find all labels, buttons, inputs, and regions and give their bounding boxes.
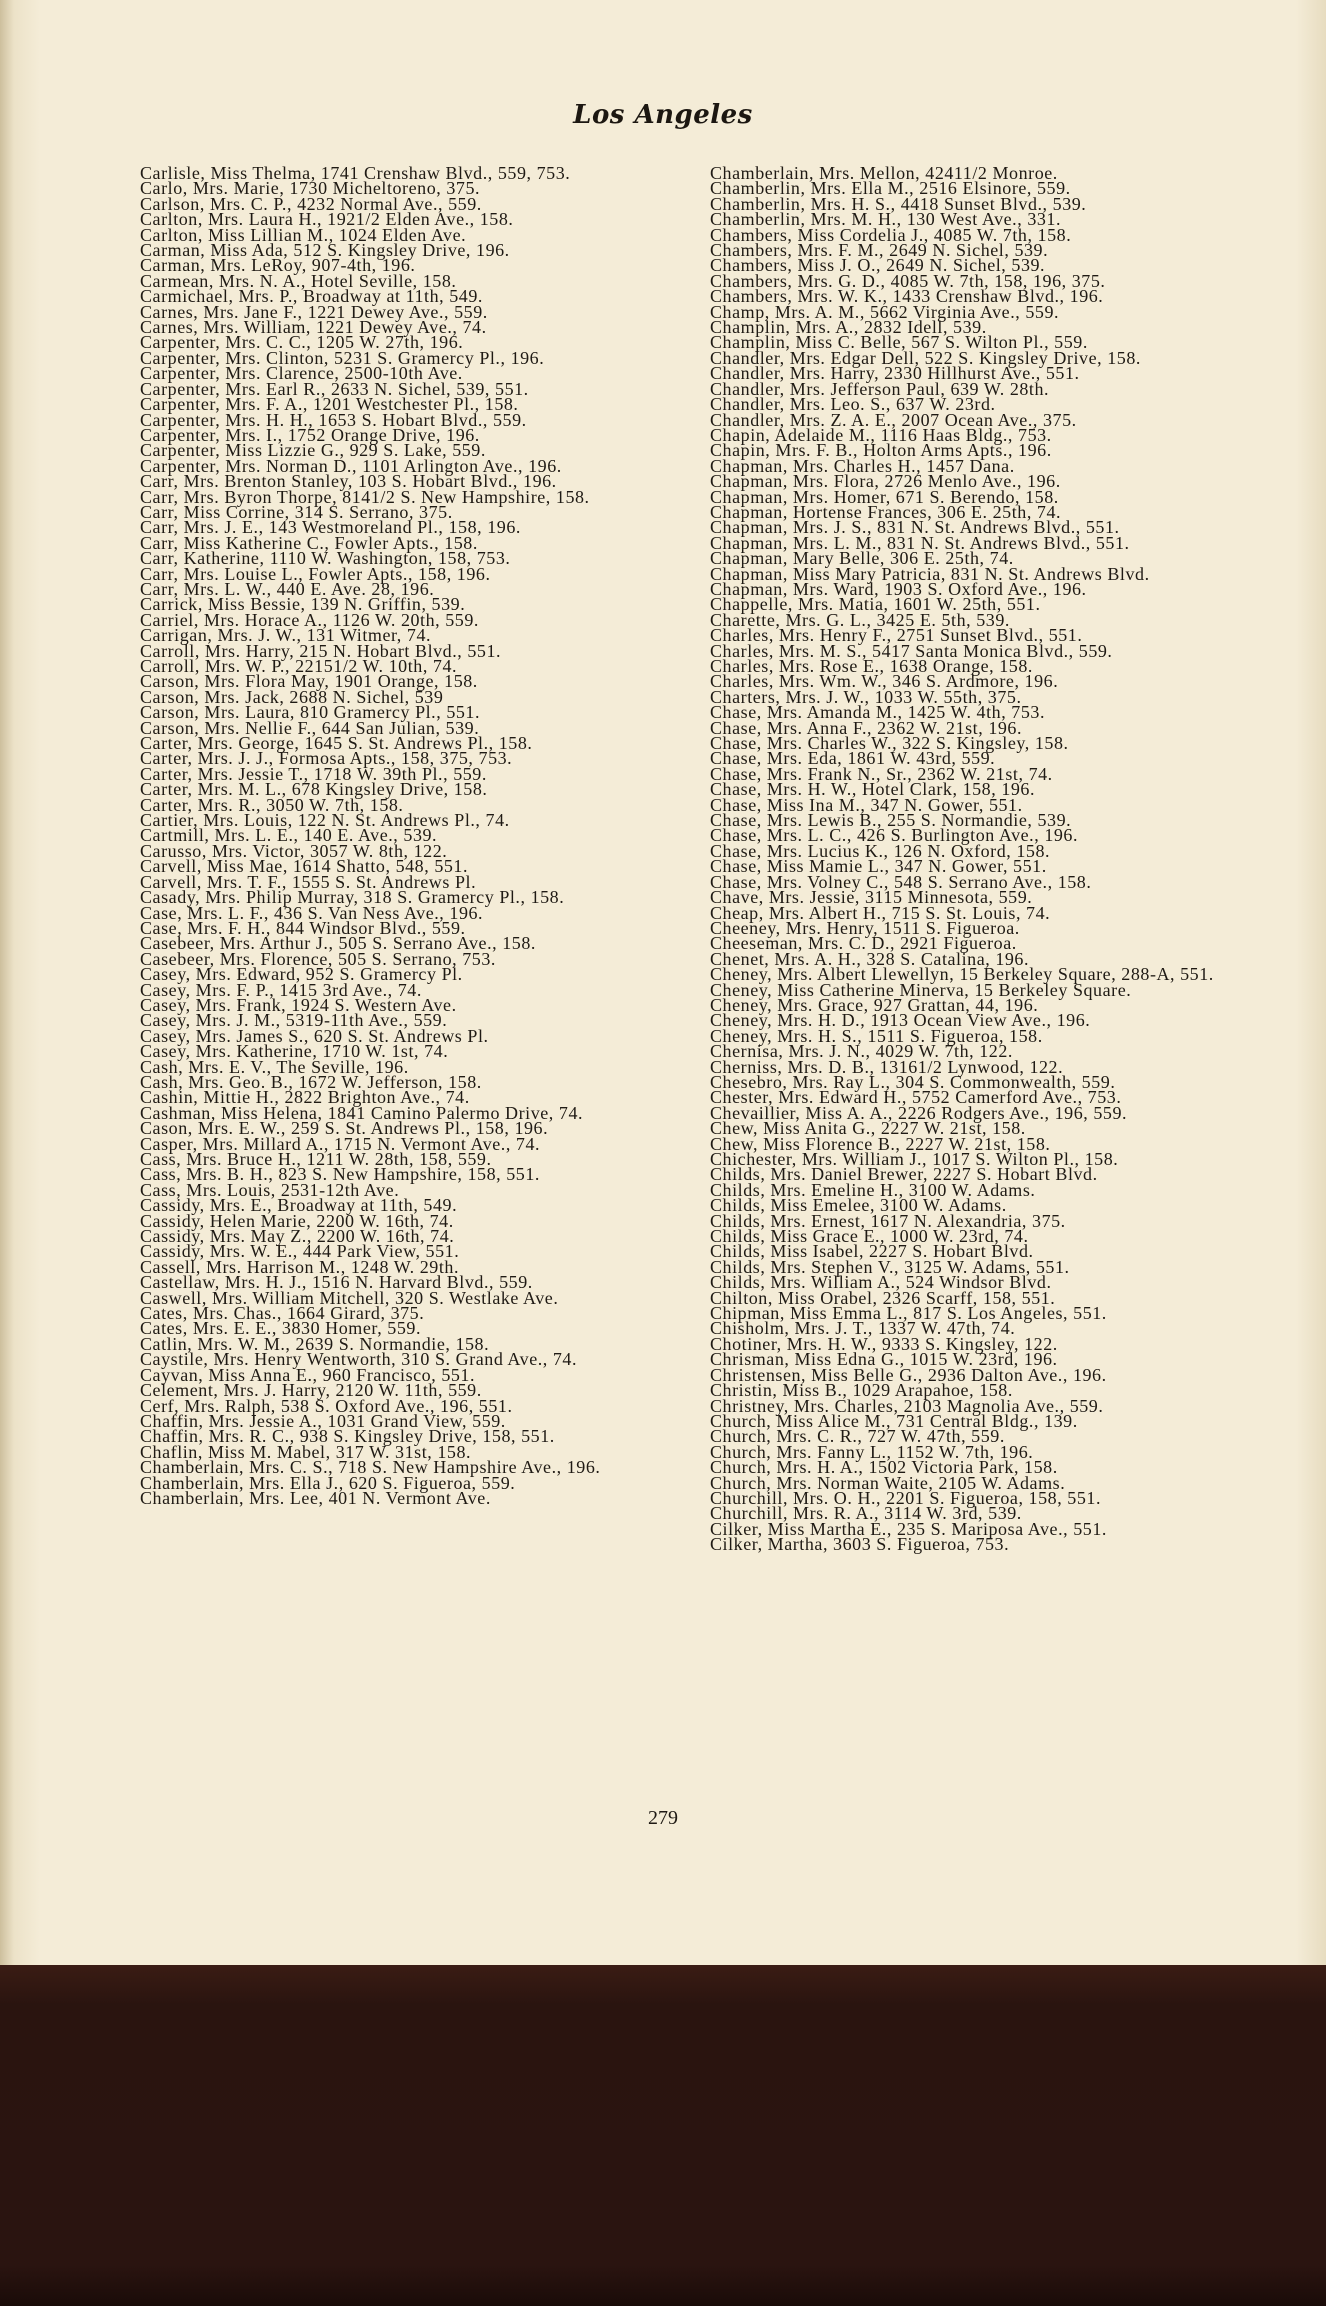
directory-entry: Carter, Mrs. R., 3050 W. 7th, 158. <box>140 794 404 815</box>
directory-entry: Chase, Mrs. Amanda M., 1425 W. 4th, 753. <box>710 702 1045 723</box>
directory-entry: Chase, Miss Ina M., 347 N. Gower, 551. <box>710 794 1023 815</box>
directory-entry: Chandler, Mrs. Z. A. E., 2007 Ocean Ave., 375. <box>710 409 1077 430</box>
directory-entry: Chase, Mrs. Frank N., Sr., 2362 W. 21st, 74. <box>710 763 1053 784</box>
directory-entry: Chapman, Mrs. L. M., 831 N. St. Andrews Blvd., 551. <box>710 532 1130 553</box>
directory-entry: Chase, Mrs. Lucius K., 126 N. Oxford, 158. <box>710 840 1051 861</box>
directory-entry: Chapman, Mrs. Charles H., 1457 Dana. <box>710 455 1015 476</box>
directory-entry: Church, Mrs. Fanny L., 1152 W. 7th, 196. <box>710 1441 1034 1462</box>
directory-entry: Chrisman, Miss Edna G., 1015 W. 23rd, 196. <box>710 1349 1058 1370</box>
directory-entry: Casey, Mrs. F. P., 1415 3rd Ave., 74. <box>140 979 422 1000</box>
directory-entry: Church, Miss Alice M., 731 Central Bldg., 139. <box>710 1410 1078 1431</box>
directory-entry: Cash, Mrs. Geo. B., 1672 W. Jefferson, 158. <box>140 1071 482 1092</box>
directory-entry: Church, Mrs. H. A., 1502 Victoria Park, 158. <box>710 1457 1058 1478</box>
directory-entry: Cartier, Mrs. Louis, 122 N. St. Andrews Pl., 74. <box>140 810 510 831</box>
directory-entry: Chambers, Mrs. G. D., 4085 W. 7th, 158, 196, 375. <box>710 270 1106 291</box>
directory-entry: Cass, Mrs. B. H., 823 S. New Hampshire, 158, 551. <box>140 1164 540 1185</box>
directory-entry: Carroll, Mrs. Harry, 215 N. Hobart Blvd., 551. <box>140 640 502 661</box>
directory-entry: Carusso, Mrs. Victor, 3057 W. 8th, 122. <box>140 840 448 861</box>
left-column <box>140 163 700 1508</box>
directory-entry: Chamberlain, Mrs. Ella J., 620 S. Figueroa, 559. <box>140 1472 516 1493</box>
directory-entry: Chase, Mrs. L. C., 426 S. Burlington Ave., 196. <box>710 825 1079 846</box>
directory-entry: Chapman, Mrs. J. S., 831 N. St. Andrews Blvd., 551. <box>710 517 1120 538</box>
directory-entry: Chapman, Mrs. Homer, 671 S. Berendo, 158. <box>710 486 1059 507</box>
directory-entry: Carter, Mrs. M. L., 678 Kingsley Drive, 158. <box>140 779 488 800</box>
directory-entry: Chase, Mrs. Anna F., 2362 W. 21st, 196. <box>710 717 1023 738</box>
directory-entry: Chaflin, Miss M. Mabel, 317 W. 31st, 158. <box>140 1441 472 1462</box>
directory-entry: Cheney, Mrs. H. S., 1511 S. Figueroa, 158. <box>710 1025 1043 1046</box>
directory-entry: Chave, Mrs. Jessie, 3115 Minnesota, 559. <box>710 887 1033 908</box>
directory-entry: Church, Mrs. Norman Waite, 2105 W. Adams. <box>710 1472 1066 1493</box>
directory-entry: Charles, Mrs. Wm. W., 346 S. Ardmore, 196. <box>710 671 1059 692</box>
directory-entry: Childs, Mrs. Emeline H., 3100 W. Adams. <box>710 1179 1036 1200</box>
directory-entry: Champ, Mrs. A. M., 5662 Virginia Ave., 559. <box>710 301 1060 322</box>
directory-entry: Carman, Mrs. LeRoy, 907-4th, 196. <box>140 255 416 276</box>
directory-entry: Chapman, Mrs. Flora, 2726 Menlo Ave., 196. <box>710 471 1061 492</box>
directory-entry: Cerf, Mrs. Ralph, 538 S. Oxford Ave., 196, 551. <box>140 1395 513 1416</box>
directory-entry: Chapman, Hortense Frances, 306 E. 25th, 74. <box>710 501 1062 522</box>
directory-entry: Carpenter, Mrs. I., 1752 Orange Drive, 196. <box>140 424 480 445</box>
directory-entry: Churchill, Mrs. R. A., 3114 W. 3rd, 539. <box>710 1503 1022 1524</box>
directory-entry: Cheney, Miss Catherine Minerva, 15 Berkeley Square. <box>710 979 1132 1000</box>
directory-entry: Carlson, Mrs. C. P., 4232 Normal Ave., 559. <box>140 193 482 214</box>
directory-entry: Carrick, Miss Bessie, 139 N. Griffin, 539. <box>140 594 466 615</box>
directory-entry: Chase, Mrs. Charles W., 322 S. Kingsley, 158. <box>710 733 1069 754</box>
directory-entry: Carpenter, Mrs. Clinton, 5231 S. Gramercy Pl., 196. <box>140 347 545 368</box>
directory-entry: Church, Mrs. C. R., 727 W. 47th, 559. <box>710 1426 1005 1447</box>
directory-entry: Cashman, Miss Helena, 1841 Camino Palermo Drive, 74. <box>140 1102 584 1123</box>
directory-entry: Carr, Mrs. Louise L., Fowler Apts., 158, 196. <box>140 563 491 584</box>
page-number: 279 <box>648 1807 678 1829</box>
directory-entry: Cass, Mrs. Louis, 2531-12th Ave. <box>140 1179 400 1200</box>
directory-entry: Chambers, Miss J. O., 2649 N. Sichel, 539. <box>710 255 1046 276</box>
directory-entry: Chandler, Mrs. Harry, 2330 Hillhurst Ave., 551. <box>710 363 1080 384</box>
directory-entry: Carr, Mrs. Byron Thorpe, 8141/2 S. New Hampshire, 158. <box>140 486 590 507</box>
directory-entry: Casey, Mrs. J. M., 5319-11th Ave., 559. <box>140 1010 448 1031</box>
directory-entry: Carroll, Mrs. W. P., 22151/2 W. 10th, 74. <box>140 656 458 676</box>
directory-entry: Chevaillier, Miss A. A., 2226 Rodgers Ave., 196, 559. <box>710 1102 1128 1123</box>
directory-entry: Chisholm, Mrs. J. T., 1337 W. 47th, 74. <box>710 1318 1016 1339</box>
directory-entry: Chase, Mrs. Eda, 1861 W. 43rd, 559. <box>710 748 996 769</box>
directory-entry: Childs, Mrs. Daniel Brewer, 2227 S. Hobart Blvd. <box>710 1164 1098 1185</box>
directory-entry: Carlton, Miss Lillian M., 1024 Elden Ave. <box>140 224 467 245</box>
directory-entry: Carter, Mrs. J. J., Formosa Apts., 158, 375, 753. <box>140 748 513 769</box>
directory-entry: Cheney, Mrs. H. D., 1913 Ocean View Ave., 196. <box>710 1010 1091 1031</box>
directory-entry: Cheeseman, Mrs. C. D., 2921 Figueroa. <box>710 933 1017 954</box>
directory-entry: Carrigan, Mrs. J. W., 131 Witmer, 74. <box>140 625 432 646</box>
directory-entry: Celement, Mrs. J. Harry, 2120 W. 11th, 559. <box>140 1380 482 1401</box>
directory-entry: Chase, Mrs. Volney C., 548 S. Serrano Ave., 158. <box>710 871 1092 892</box>
directory-entry: Caswell, Mrs. William Mitchell, 320 S. Westlake Ave. <box>140 1287 559 1308</box>
directory-entry: Casey, Mrs. James S., 620 S. St. Andrews Pl. <box>140 1025 489 1046</box>
directory-entry: Carson, Mrs. Nellie F., 644 San Julian, 539. <box>140 717 480 738</box>
directory-entry: Cassidy, Mrs. W. E., 444 Park View, 551. <box>140 1241 460 1262</box>
directory-entry: Carter, Mrs. George, 1645 S. St. Andrews Pl., 158. <box>140 733 533 754</box>
directory-entry: Chapman, Mrs. Ward, 1903 S. Oxford Ave., 196. <box>710 578 1087 599</box>
directory-entry: Carnes, Mrs. Jane F., 1221 Dewey Ave., 559. <box>140 301 488 322</box>
directory-entry: Chamberlain, Mrs. C. S., 718 S. New Hampshire Ave., 196. <box>140 1457 601 1478</box>
directory-entry: Cayvan, Miss Anna E., 960 Francisco, 551. <box>140 1364 476 1385</box>
directory-entry: Chase, Miss Mamie L., 347 N. Gower, 551. <box>710 856 1047 877</box>
directory-entry: Cates, Mrs. Chas., 1664 Girard, 375. <box>140 1303 425 1324</box>
directory-entry: Carpenter, Mrs. F. A., 1201 Westchester Pl., 158. <box>140 394 519 415</box>
directory-entry: Cheney, Mrs. Albert Llewellyn, 15 Berkeley Square, 288-A, 551. <box>710 964 1214 985</box>
directory-entry: Casey, Mrs. Frank, 1924 S. Western Ave. <box>140 994 457 1015</box>
directory-entry: Case, Mrs. F. H., 844 Windsor Blvd., 559. <box>140 917 466 938</box>
directory-entry: Childs, Mrs. Stephen V., 3125 W. Adams, 551. <box>710 1256 1070 1277</box>
directory-entry: Cass, Mrs. Bruce H., 1211 W. 28th, 158, 559. <box>140 1149 492 1169</box>
directory-entry: Chamberlain, Mrs. Lee, 401 N. Vermont Ave. <box>140 1487 491 1508</box>
directory-entry: Chew, Miss Florence B., 2227 W. 21st, 158. <box>710 1133 1051 1154</box>
directory-entry: Christin, Miss B., 1029 Arapahoe, 158. <box>710 1380 1013 1401</box>
directory-entry: Carriel, Mrs. Horace A., 1126 W. 20th, 559. <box>140 609 479 630</box>
directory-entry: Cheap, Mrs. Albert H., 715 S. St. Louis, 74. <box>710 902 1051 923</box>
directory-entry: Case, Mrs. L. F., 436 S. Van Ness Ave., 196. <box>140 902 484 923</box>
directory-entry: Charters, Mrs. J. W., 1033 W. 55th, 375. <box>710 686 1022 707</box>
directory-entry: Casey, Mrs. Edward, 952 S. Gramercy Pl. <box>140 964 463 985</box>
directory-entry: Cheney, Mrs. Grace, 927 Grattan, 44, 196. <box>710 994 1039 1015</box>
directory-entry: Carvell, Mrs. T. F., 1555 S. St. Andrews Pl. <box>140 871 477 892</box>
directory-entry: Chandler, Mrs. Jefferson Paul, 639 W. 28th. <box>710 378 1050 399</box>
page-heading: Los Angeles <box>573 100 753 130</box>
directory-entry: Casebeer, Mrs. Arthur J., 505 S. Serrano Ave., 158. <box>140 933 536 954</box>
directory-entry: Cassidy, Helen Marie, 2200 W. 16th, 74. <box>140 1210 454 1231</box>
directory-entry: Churchill, Mrs. O. H., 2201 S. Figueroa, 158, 551. <box>710 1487 1101 1508</box>
directory-entry: Chichester, Mrs. William J., 1017 S. Wilton Pl., 158. <box>710 1149 1119 1169</box>
directory-entry: Cason, Mrs. E. W., 259 S. St. Andrews Pl., 158, 196. <box>140 1118 549 1139</box>
directory-entry: Chernisa, Mrs. J. N., 4029 W. 7th, 122. <box>710 1041 1013 1062</box>
directory-entry: Chapman, Miss Mary Patricia, 831 N. St. Andrews Blvd. <box>710 563 1150 584</box>
directory-entry: Chamberlin, Mrs. H. S., 4418 Sunset Blvd., 539. <box>710 193 1087 214</box>
directory-entry: Cilker, Martha, 3603 S. Figueroa, 753. <box>710 1534 1010 1555</box>
directory-entry: Cilker, Miss Martha E., 235 S. Mariposa Ave., 551. <box>710 1518 1107 1539</box>
directory-entry: Chipman, Miss Emma L., 817 S. Los Angeles, 551. <box>710 1303 1107 1324</box>
directory-entry: Cash, Mrs. E. V., The Seville, 196. <box>140 1056 409 1077</box>
directory-entry: Chambers, Mrs. W. K., 1433 Crenshaw Blvd., 196. <box>710 286 1104 307</box>
directory-entry: Carson, Mrs. Jack, 2688 N. Sichel, 539 <box>140 686 444 707</box>
directory-entry: Carpenter, Mrs. Earl R., 2633 N. Sichel, 539, 551. <box>140 378 529 399</box>
directory-entry: Charles, Mrs. Henry F., 2751 Sunset Blvd., 551. <box>710 625 1083 646</box>
directory-entry: Chase, Mrs. H. W., Hotel Clark, 158, 196. <box>710 779 1036 800</box>
directory-entry: Carr, Mrs. L. W., 440 E. Ave. 28, 196. <box>140 578 435 599</box>
directory-entry: Cassidy, Mrs. May Z., 2200 W. 16th, 74. <box>140 1226 455 1247</box>
directory-entry: Chandler, Mrs. Leo. S., 637 W. 23rd. <box>710 394 996 415</box>
directory-entry: Carpenter, Miss Lizzie G., 929 S. Lake, 559. <box>140 440 486 461</box>
directory-entry: Carson, Mrs. Laura, 810 Gramercy Pl., 551. <box>140 702 481 723</box>
directory-entry: Carlisle, Miss Thelma, 1741 Crenshaw Blvd., 559, 753. <box>140 163 571 183</box>
directory-entry: Carpenter, Mrs. C. C., 1205 W. 27th, 196. <box>140 332 464 353</box>
dark-background <box>0 1965 1326 2306</box>
directory-entry: Chamberlin, Mrs. M. H., 130 West Ave., 331. <box>710 209 1062 230</box>
directory-entry: Carlo, Mrs. Marie, 1730 Micheltoreno, 375. <box>140 178 481 199</box>
directory-entry: Carr, Katherine, 1110 W. Washington, 158, 753. <box>140 548 511 569</box>
directory-entry: Carmean, Mrs. N. A., Hotel Seville, 158. <box>140 270 457 291</box>
directory-entry: Carr, Miss Katherine C., Fowler Apts., 158. <box>140 532 478 553</box>
directory-entry: Childs, Miss Emelee, 3100 W. Adams. <box>710 1195 1007 1216</box>
directory-entry: Carman, Miss Ada, 512 S. Kingsley Drive, 196. <box>140 240 510 261</box>
directory-entry: Chamberlin, Mrs. Ella M., 2516 Elsinore, 559. <box>710 178 1071 199</box>
directory-entry: Chaffin, Mrs. Jessie A., 1031 Grand View, 559. <box>140 1410 506 1431</box>
directory-entry: Cassell, Mrs. Harrison M., 1248 W. 29th. <box>140 1256 459 1277</box>
directory-entry: Carpenter, Mrs. H. H., 1653 S. Hobart Blvd., 559. <box>140 409 527 430</box>
directory-entry: Carter, Mrs. Jessie T., 1718 W. 39th Pl., 559. <box>140 763 487 784</box>
directory-entry: Chaffin, Mrs. R. C., 938 S. Kingsley Drive, 158, 551. <box>140 1426 555 1447</box>
directory-entry: Cartmill, Mrs. L. E., 140 E. Ave., 539. <box>140 825 438 846</box>
directory-entry: Caystile, Mrs. Henry Wentworth, 310 S. Grand Ave., 74. <box>140 1349 578 1370</box>
directory-entry: Christney, Mrs. Charles, 2103 Magnolia Ave., 559. <box>710 1395 1104 1416</box>
directory-entry: Childs, Mrs. Ernest, 1617 N. Alexandria, 375. <box>710 1210 1066 1231</box>
directory-entry: Casper, Mrs. Millard A., 1715 N. Vermont Ave., 74. <box>140 1133 541 1154</box>
directory-entry: Charles, Mrs. M. S., 5417 Santa Monica Blvd., 559. <box>710 640 1113 661</box>
directory-entry: Chesebro, Mrs. Ray L., 304 S. Commonwealth, 559. <box>710 1071 1116 1092</box>
directory-entry: Childs, Miss Grace E., 1000 W. 23rd, 74. <box>710 1226 1029 1247</box>
directory-entry: Chambers, Miss Cordelia J., 4085 W. 7th, 158. <box>710 224 1072 245</box>
directory-entry: Castellaw, Mrs. H. J., 1516 N. Harvard Blvd., 559. <box>140 1272 533 1293</box>
right-column <box>710 163 1275 1555</box>
directory-entry: Carpenter, Mrs. Norman D., 1101 Arlington Ave., 196. <box>140 455 562 476</box>
directory-entry: Charles, Mrs. Rose E., 1638 Orange, 158. <box>710 656 1033 676</box>
directory-entry: Chew, Miss Anita G., 2227 W. 21st, 158. <box>710 1118 1026 1139</box>
directory-entry: Childs, Miss Isabel, 2227 S. Hobart Blvd. <box>710 1241 1034 1262</box>
directory-entry: Chamberlain, Mrs. Mellon, 42411/2 Monroe. <box>710 163 1058 183</box>
directory-entry: Childs, Mrs. William A., 524 Windsor Blvd. <box>710 1272 1052 1293</box>
directory-entry: Champlin, Miss C. Belle, 567 S. Wilton Pl., 559. <box>710 332 1088 353</box>
directory-entry: Carr, Mrs. J. E., 143 Westmoreland Pl., 158, 196. <box>140 517 521 538</box>
directory-entry: Chase, Mrs. Lewis B., 255 S. Normandie, 539. <box>710 810 1072 831</box>
directory-entry: Carlton, Mrs. Laura H., 1921/2 Elden Ave., 158. <box>140 209 514 230</box>
directory-entry: Chandler, Mrs. Edgar Dell, 522 S. Kingsley Drive, 158. <box>710 347 1141 368</box>
directory-entry: Casady, Mrs. Philip Murray, 318 S. Gramercy Pl., 158. <box>140 887 565 908</box>
directory-entry: Carr, Miss Corrine, 314 S. Serrano, 375. <box>140 501 453 522</box>
directory-entry: Casey, Mrs. Katherine, 1710 W. 1st, 74. <box>140 1041 449 1062</box>
directory-entry: Chilton, Miss Orabel, 2326 Scarff, 158, 551. <box>710 1287 1056 1308</box>
directory-entry: Carmichael, Mrs. P., Broadway at 11th, 549. <box>140 286 483 307</box>
directory-entry: Chester, Mrs. Edward H., 5752 Camerford Ave., 753. <box>710 1087 1122 1108</box>
directory-entry: Cheeney, Mrs. Henry, 1511 S. Figueroa. <box>710 917 1020 938</box>
directory-entry: Carnes, Mrs. William, 1221 Dewey Ave., 74. <box>140 317 487 338</box>
directory-entry: Chapin, Adelaide M., 1116 Haas Bldg., 753. <box>710 424 1052 445</box>
directory-entry: Carr, Mrs. Brenton Stanley, 103 S. Hobart Blvd., 196. <box>140 471 557 492</box>
directory-entry: Cashin, Mittie H., 2822 Brighton Ave., 74. <box>140 1087 470 1108</box>
directory-entry: Charette, Mrs. G. L., 3425 E. 5th, 539. <box>710 609 1010 630</box>
directory-entry: Carvell, Miss Mae, 1614 Shatto, 548, 551. <box>140 856 469 877</box>
directory-entry: Cates, Mrs. E. E., 3830 Homer, 559. <box>140 1318 421 1339</box>
directory-entry: Chambers, Mrs. F. M., 2649 N. Sichel, 539. <box>710 240 1049 261</box>
directory-entry: Champlin, Mrs. A., 2832 Idell, 539. <box>710 317 987 338</box>
directory-entry: Cherniss, Mrs. D. B., 13161/2 Lynwood, 122. <box>710 1056 1064 1077</box>
directory-entry: Catlin, Mrs. W. M., 2639 S. Normandie, 158. <box>140 1333 490 1354</box>
directory-entry: Casebeer, Mrs. Florence, 505 S. Serrano, 753. <box>140 948 496 969</box>
directory-entry: Chenet, Mrs. A. H., 328 S. Catalina, 196. <box>710 948 1030 969</box>
directory-entry: Chapin, Mrs. F. B., Holton Arms Apts., 196. <box>710 440 1052 461</box>
directory-entry: Christensen, Miss Belle G., 2936 Dalton Ave., 196. <box>710 1364 1107 1385</box>
directory-entry: Chapman, Mary Belle, 306 E. 25th, 74. <box>710 548 1014 569</box>
directory-entry: Chotiner, Mrs. H. W., 9333 S. Kingsley, 122. <box>710 1333 1058 1354</box>
directory-entry: Carson, Mrs. Flora May, 1901 Orange, 158. <box>140 671 478 692</box>
directory-entry: Carpenter, Mrs. Clarence, 2500-10th Ave. <box>140 363 463 384</box>
directory-entry: Cassidy, Mrs. E., Broadway at 11th, 549. <box>140 1195 458 1216</box>
directory-entry: Chappelle, Mrs. Matia, 1601 W. 25th, 551. <box>710 594 1041 615</box>
